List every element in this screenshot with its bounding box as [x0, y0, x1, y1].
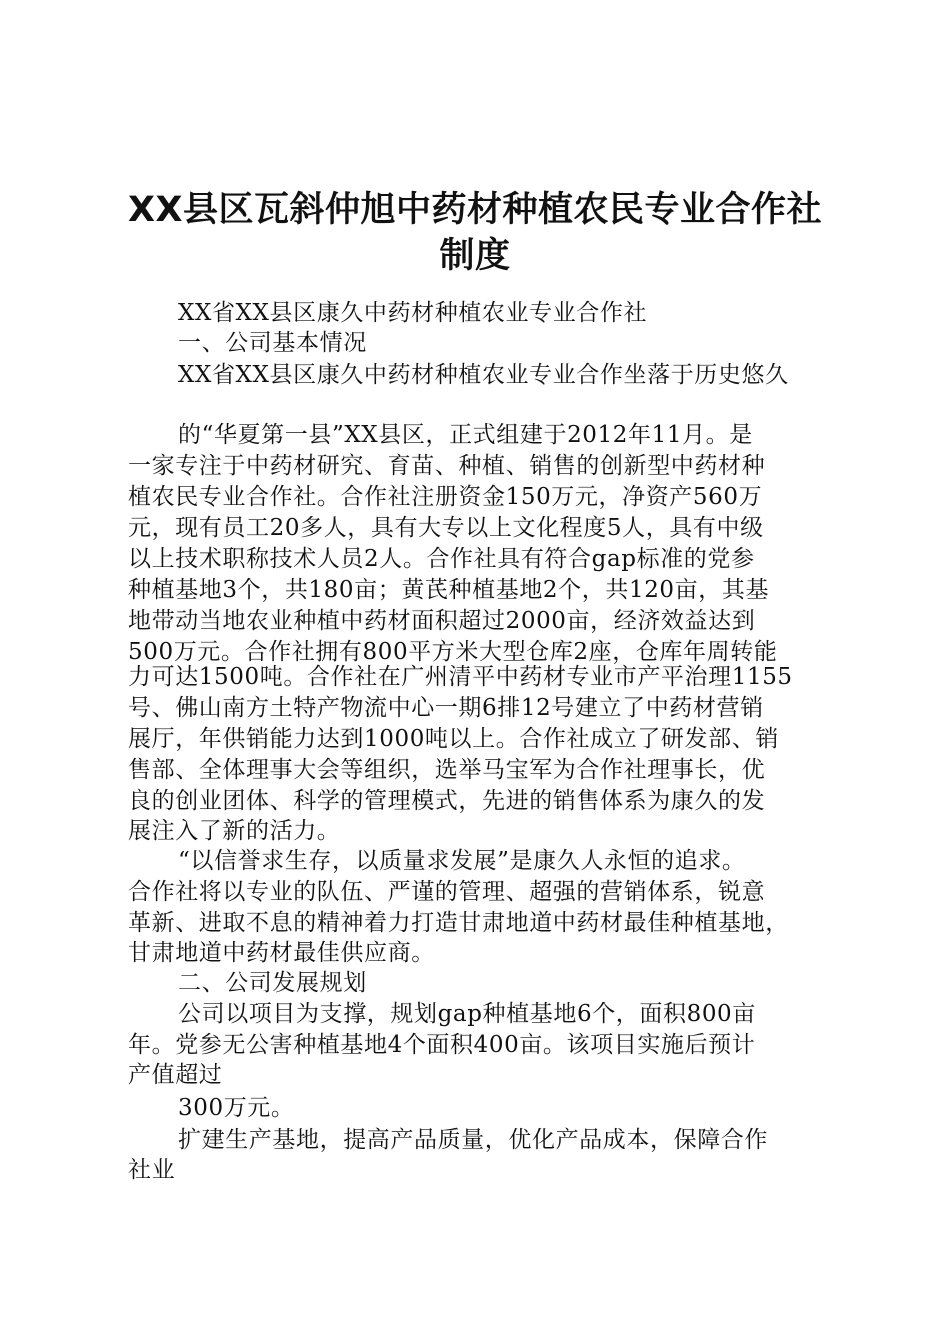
text-line: 以上技术职称技术人员2人。合作社具有符合gap标准的党参: [128, 546, 755, 572]
document-title-line-1: XX县区瓦斜仲旭中药材种植农民专业合作社: [128, 190, 822, 230]
text-line: “以信誉求生存，以质量求发展”是康久人永恒的追求。: [178, 848, 746, 874]
document-title-line-2: 制度: [439, 236, 511, 276]
text-line: 种植基地3个，共180亩；黄芪种植基地2个，共120亩，其基: [128, 577, 770, 603]
text-line: 年。党参无公害种植基地4个面积400亩。该项目实施后预计: [128, 1032, 756, 1058]
text-line: 甘肃地道中药材最佳供应商。: [128, 940, 435, 966]
text-line: 元，现有员工20多人，具有大专以上文化程度5人，具有中级: [128, 515, 764, 541]
text-line: XX省XX县区康久中药材种植农业专业合作社: [178, 300, 648, 326]
text-line: 力可达1500吨。合作社在广州清平中药材专业市产平治理1155: [128, 664, 793, 690]
text-line: 300万元。: [178, 1095, 295, 1121]
text-line: 号、佛山南方土特产物流中心一期6排12号建立了中药材营销: [128, 695, 764, 721]
section-heading: 一、公司基本情况: [178, 330, 367, 356]
text-line: 良的创业团体、科学的管理模式，先进的销售体系为康久的发: [128, 788, 766, 814]
text-line: 的“华夏第一县”XX县区，正式组建于2012年11月。是: [178, 422, 753, 448]
text-line: 500万元。合作社拥有800平方米大型仓库2座，仓库年周转能: [128, 639, 778, 665]
text-line: 售部、全体理事大会等组织，选举马宝军为合作社理事长，优: [128, 757, 766, 783]
text-line: 植农民专业合作社。合作社注册资金150万元，净资产560万: [128, 484, 763, 510]
text-line: XX省XX县区康久中药材种植农业专业合作坐落于历史悠久: [178, 362, 789, 388]
text-line: 一家专注于中药材研究、育苗、种植、销售的创新型中药材种: [128, 453, 766, 479]
text-line: 合作社将以专业的队伍、严谨的管理、超强的营销体系，锐意: [128, 879, 766, 905]
text-line: 展厅，年供销能力达到1000吨以上。合作社成立了研发部、销: [128, 726, 779, 752]
text-line: 展注入了新的活力。: [128, 818, 341, 844]
text-line: 公司以项目为支撑，规划gap种植基地6个，面积800亩: [178, 1001, 756, 1027]
text-line: 革新、进取不息的精神着力打造甘肃地道中药材最佳种植基地，: [128, 910, 789, 936]
text-line: 产值超过: [128, 1062, 223, 1088]
text-line: 地带动当地农业种植中药材面积超过2000亩，经济效益达到: [128, 608, 756, 634]
text-line: 社业: [128, 1157, 176, 1183]
section-heading: 二、公司发展规划: [178, 970, 367, 996]
text-line: 扩建生产基地，提高产品质量，优化产品成本，保障合作: [178, 1127, 768, 1153]
